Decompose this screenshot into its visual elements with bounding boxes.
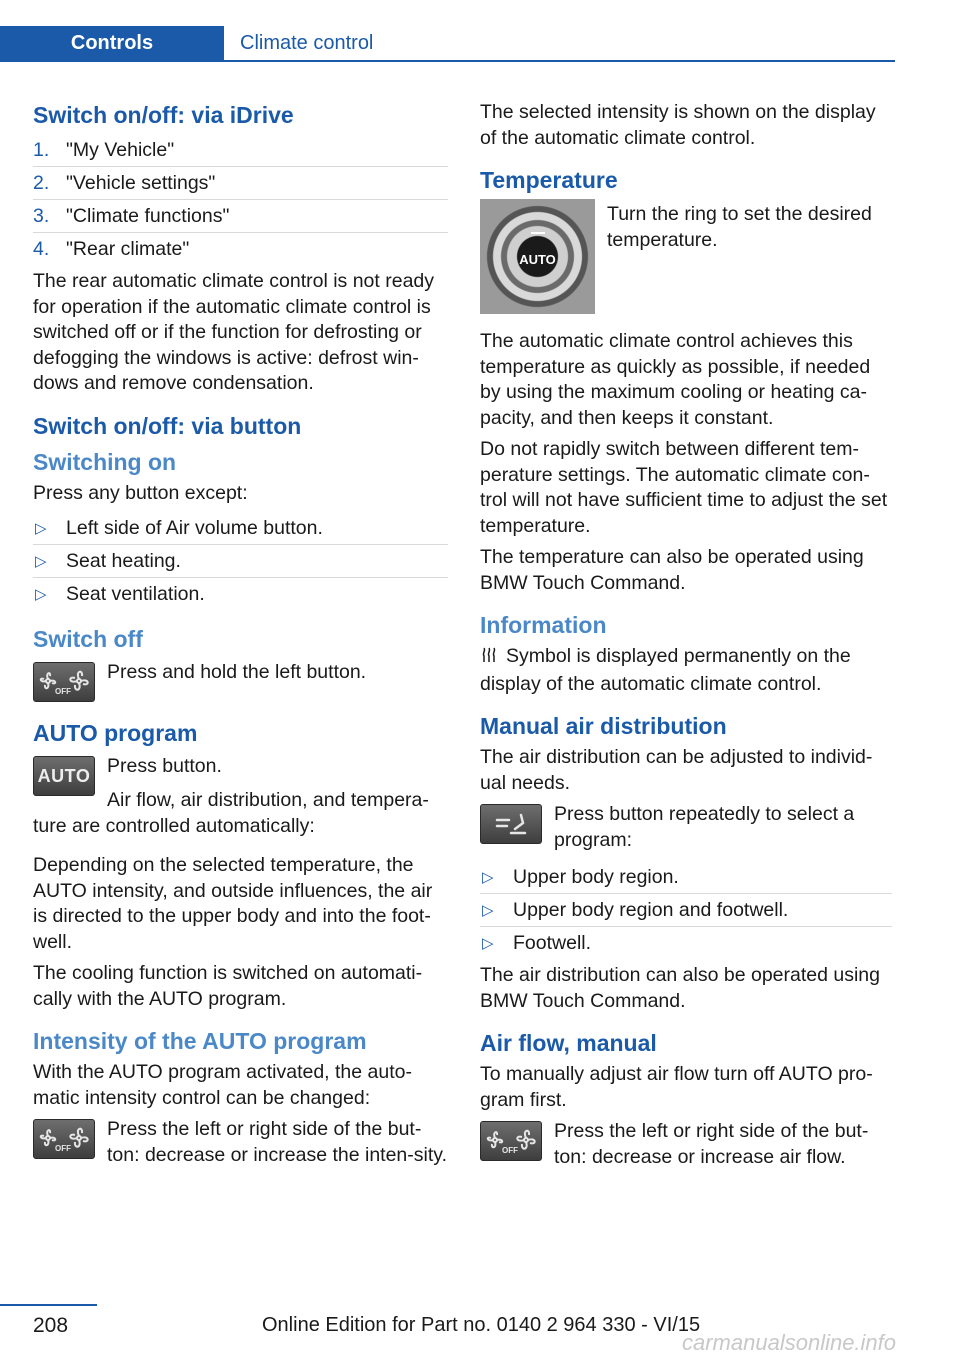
airflow-symbol-icon xyxy=(480,646,498,672)
right-column xyxy=(480,100,892,1178)
auto-press-text: Press button. xyxy=(107,755,222,777)
heading-switch-off: Switch off xyxy=(33,626,143,652)
except-list xyxy=(33,512,448,610)
footer-divider xyxy=(0,1304,97,1306)
airflow-text: To manually adjust air flow turn off AUTO pro-gram first. xyxy=(480,1063,873,1111)
list-item xyxy=(33,167,448,200)
heading-airflow-manual: Air flow, manual xyxy=(480,1030,657,1056)
page-header xyxy=(0,0,895,62)
list-item xyxy=(33,512,448,545)
fan-button-icon xyxy=(33,1119,95,1159)
dist-touch-text: The air distribution can also be operated using BMW Touch Command. xyxy=(480,964,880,1012)
triangle-bullet-icon: ▷ xyxy=(35,585,47,603)
list-item xyxy=(33,545,448,578)
heading-auto-program: AUTO program xyxy=(33,720,198,746)
rear-not-ready-text: The rear automatic climate control is not ready for operation if the automatic climate control is switched off or if the function for defrosting or defogging the windows is active: defrost win-dows and remove condensation. xyxy=(33,270,435,394)
triangle-bullet-icon: ▷ xyxy=(482,901,494,919)
list-item xyxy=(480,927,892,959)
airflow-text-block xyxy=(554,1119,892,1170)
auto-row xyxy=(33,754,448,798)
footer-edition: Online Edition for Part no. 0140 2 964 330 - VI/15 xyxy=(262,1314,701,1336)
intensity-text-block xyxy=(107,1117,448,1168)
step-text: "Vehicle settings" xyxy=(66,171,216,194)
info-paragraph xyxy=(480,644,892,697)
heading-switching-on: Switching on xyxy=(33,448,177,475)
auto-cooling-text: The cooling function is switched on automati-cally with the AUTO program. xyxy=(33,962,423,1010)
step-number: 4. xyxy=(33,237,50,260)
svg-text:OFF: OFF xyxy=(55,1144,71,1153)
auto-text-block xyxy=(107,754,448,780)
heading-switch-button: Switch on/off: via button xyxy=(33,412,302,439)
list-item xyxy=(480,894,892,927)
list-item xyxy=(480,861,892,894)
tab-climate-control[interactable]: Climate control xyxy=(240,31,374,54)
list-item xyxy=(33,134,448,167)
heading-switch-idrive: Switch on/off: via iDrive xyxy=(33,102,294,128)
distribution-text-block xyxy=(554,802,892,853)
auto-button-icon: AUTO xyxy=(33,756,95,796)
step-number: 1. xyxy=(33,138,50,161)
triangle-bullet-icon: ▷ xyxy=(482,934,494,952)
info-text: Symbol is displayed permanently on the display of the automatic climate control. xyxy=(480,645,851,695)
heading-manual-distribution: Manual air distribution xyxy=(480,713,727,739)
dist-press-text: Press button repeatedly to select a program: xyxy=(554,803,855,851)
list-item xyxy=(33,578,448,610)
air-distribution-button-icon xyxy=(480,804,542,844)
page-number: 208 xyxy=(33,1314,69,1337)
temperature-row xyxy=(480,199,892,317)
header-divider xyxy=(0,60,895,62)
fan-button-icon xyxy=(480,1121,542,1161)
intensity-row xyxy=(33,1117,448,1168)
temperature-text-block xyxy=(607,199,892,253)
distribution-row xyxy=(480,802,892,853)
step-text: "My Vehicle" xyxy=(66,138,175,161)
temperature-knob-image xyxy=(480,199,595,314)
left-column xyxy=(33,100,448,1176)
list-item-text: Footwell. xyxy=(513,931,592,954)
intensity-press-text: Press the left or right side of the but-ton: decrease or increase the inten-sity. xyxy=(107,1118,447,1166)
temp-rapid-text: Do not rapidly switch between different tem-perature settings. The automatic climate con-trol will not have sufficient time to adjust the set temperature. xyxy=(480,438,888,537)
selected-intensity-text: The selected intensity is shown on the display of the automatic climate control. xyxy=(480,101,876,149)
triangle-bullet-icon: ▷ xyxy=(482,868,494,886)
triangle-bullet-icon: ▷ xyxy=(35,519,47,537)
step-number: 3. xyxy=(33,204,50,227)
switch-off-row xyxy=(33,660,448,704)
list-item xyxy=(33,233,448,265)
switch-off-text: Press and hold the left button. xyxy=(107,661,367,683)
dist-text: The air distribution can be adjusted to individ-ual needs. xyxy=(480,746,873,794)
minus-icon xyxy=(531,232,545,234)
step-text: "Rear climate" xyxy=(66,237,190,260)
svg-text:OFF: OFF xyxy=(502,1146,518,1155)
step-text: "Climate functions" xyxy=(66,204,230,227)
heading-information: Information xyxy=(480,612,607,638)
distribution-list xyxy=(480,861,892,959)
idrive-steps-list xyxy=(33,134,448,265)
heading-temperature: Temperature xyxy=(480,167,618,193)
svg-text:OFF: OFF xyxy=(55,687,71,696)
temp-turn-text: Turn the ring to set the desired temperature. xyxy=(607,203,872,251)
list-item-text: Left side of Air volume button. xyxy=(66,516,323,539)
switch-off-text-block xyxy=(107,660,448,686)
auto-depending-text: Depending on the selected temperature, the AUTO intensity, and outside influences, the air is directed to the upper body and into the foot-well. xyxy=(33,854,433,953)
temp-touch-text: The temperature can also be operated using BMW Touch Command. xyxy=(480,546,864,594)
auto-desc-text: Air flow, air distribution, and tempera-ture are controlled automatically: xyxy=(33,789,429,837)
knob-auto-label: AUTO xyxy=(519,252,556,267)
tab-controls[interactable]: Controls xyxy=(0,26,224,60)
list-item-text: Upper body region and footwell. xyxy=(513,898,789,921)
list-item-text: Seat heating. xyxy=(66,549,181,572)
list-item xyxy=(33,200,448,233)
step-number: 2. xyxy=(33,171,50,194)
intensity-text: With the AUTO program activated, the auto-matic intensity control can be changed: xyxy=(33,1061,412,1109)
airflow-press-text: Press the left or right side of the but-ton: decrease or increase air flow. xyxy=(554,1120,869,1168)
temp-achieves-text: The automatic climate control achieves this temperature as quickly as possible, if needed by using the maximum cooling or heating ca-pacity, and then keeps it constant. xyxy=(480,330,871,429)
press-any-text: Press any button except: xyxy=(33,481,248,504)
heading-intensity: Intensity of the AUTO program xyxy=(33,1028,367,1054)
list-item-text: Seat ventilation. xyxy=(66,582,205,605)
triangle-bullet-icon: ▷ xyxy=(35,552,47,570)
fan-off-button-icon xyxy=(33,662,95,702)
watermark: carmanualsonline.info xyxy=(682,1330,897,1355)
list-item-text: Upper body region. xyxy=(513,865,679,888)
airflow-row xyxy=(480,1119,892,1170)
